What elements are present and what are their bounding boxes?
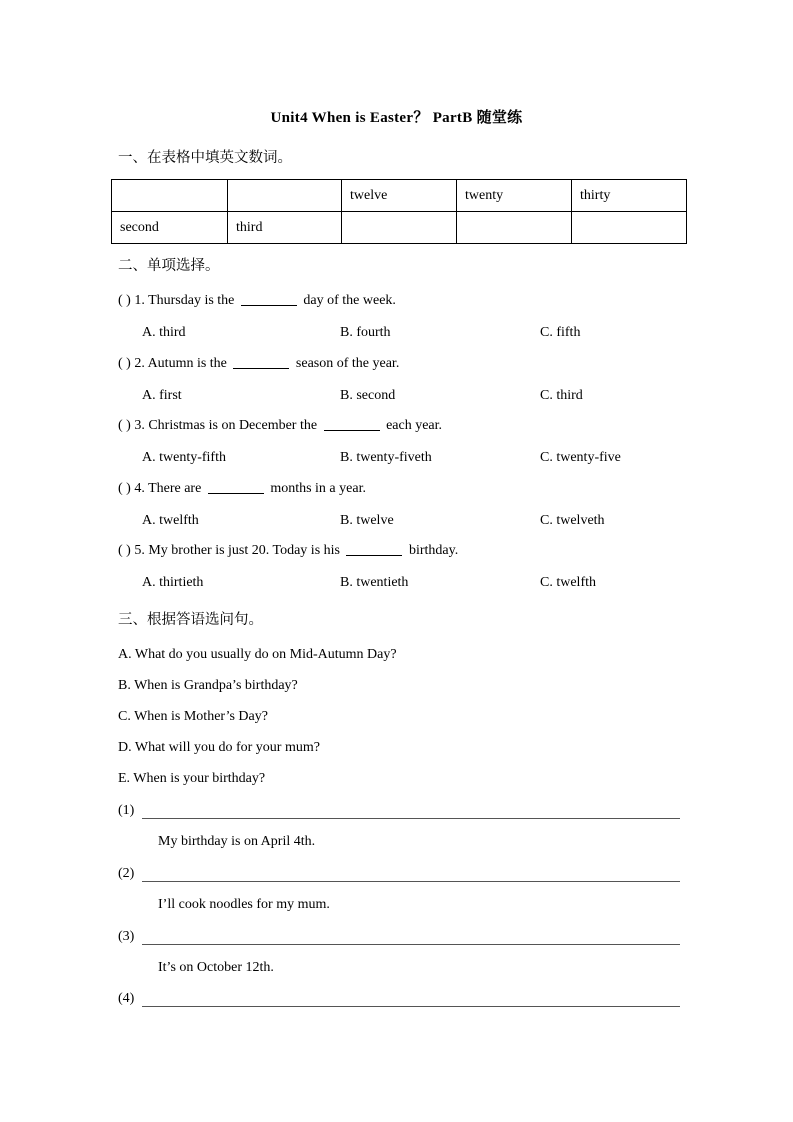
question-text-before-1: Thursday is the	[148, 293, 235, 308]
fill-blank-4[interactable]	[208, 493, 264, 494]
option-1-c[interactable]: C. fifth	[540, 325, 581, 340]
question-text-before-5: My brother is just 20. Today is his	[148, 543, 340, 558]
section-3-heading: 三、根据答语选问句。	[118, 612, 263, 628]
table-cell[interactable]	[228, 180, 342, 212]
question-text-before-2: Autumn is the	[147, 356, 227, 371]
option-3-b[interactable]: B. twenty-fiveth	[340, 450, 432, 465]
answer-number-4: (4)	[118, 991, 135, 1006]
question-number-4: 4.	[134, 481, 145, 496]
table-row	[112, 212, 687, 244]
answer-bracket-1[interactable]: ( )	[118, 293, 131, 308]
option-4-b[interactable]: B. twelve	[340, 513, 394, 528]
page-title: Unit4 When is Easter？ PartB 随堂练	[270, 110, 523, 126]
fill-blank-5[interactable]	[346, 555, 402, 556]
table-cell[interactable]: thirty	[572, 180, 687, 212]
option-2-a[interactable]: A. first	[142, 388, 182, 403]
answer-response-text-2: I’ll cook noodles for my mum.	[158, 897, 330, 912]
section-2-heading: 二、单项选择。	[118, 258, 220, 274]
table-cell[interactable]: second	[112, 212, 228, 244]
table-cell[interactable]	[572, 212, 687, 244]
answer-bracket-5[interactable]: ( )	[118, 543, 131, 558]
answer-write-line-3[interactable]	[142, 944, 680, 945]
fill-blank-1[interactable]	[241, 305, 297, 306]
option-2-b[interactable]: B. second	[340, 388, 396, 403]
answer-response-text-3: It’s on October 12th.	[158, 960, 274, 975]
option-1-b[interactable]: B. fourth	[340, 325, 391, 340]
mc-question-2	[118, 356, 399, 372]
choice-item-c[interactable]: C. When is Mother’s Day?	[118, 709, 268, 724]
answer-bracket-3[interactable]: ( )	[118, 418, 131, 433]
answer-bracket-2[interactable]: ( )	[118, 356, 131, 371]
answer-response-text-1: My birthday is on April 4th.	[158, 834, 316, 849]
mc-question-4	[118, 481, 366, 497]
answer-number-3: (3)	[118, 929, 135, 944]
table-cell[interactable]: third	[228, 212, 342, 244]
table-cell[interactable]: twelve	[342, 180, 457, 212]
option-3-a[interactable]: A. twenty-fifth	[142, 450, 226, 465]
number-words-table	[111, 179, 687, 244]
option-5-c[interactable]: C. twelfth	[540, 575, 596, 590]
option-4-a[interactable]: A. twelfth	[142, 513, 199, 528]
answer-response-1	[118, 834, 315, 850]
question-number-3: 3.	[134, 418, 145, 433]
answer-write-line-4[interactable]	[142, 1006, 680, 1007]
answer-write-line-2[interactable]	[142, 881, 680, 882]
answer-bracket-4[interactable]: ( )	[118, 481, 131, 496]
answer-write-line-1[interactable]	[142, 818, 680, 819]
table-row	[112, 180, 687, 212]
answer-response-2	[118, 897, 330, 913]
section-1-heading: 一、在表格中填英文数词。	[118, 150, 292, 166]
question-text-after-3: each year.	[386, 418, 443, 433]
choice-item-b[interactable]: B. When is Grandpa’s birthday?	[118, 678, 298, 693]
choice-item-a[interactable]: A. What do you usually do on Mid-Autumn Day?	[118, 647, 397, 662]
question-text-before-4: There are	[148, 481, 202, 496]
question-text-after-2: season of the year.	[295, 356, 400, 371]
option-4-c[interactable]: C. twelveth	[540, 513, 605, 528]
question-number-2: 2.	[134, 356, 145, 371]
table-cell[interactable]	[112, 180, 228, 212]
mc-question-3	[118, 418, 442, 434]
question-text-after-5: birthday.	[408, 543, 459, 558]
table-cell[interactable]: twenty	[457, 180, 572, 212]
question-text-after-4: months in a year.	[270, 481, 366, 496]
question-text-before-3: Christmas is on December the	[148, 418, 318, 433]
choice-item-e[interactable]: E. When is your birthday?	[118, 771, 266, 786]
answer-number-1: (1)	[118, 803, 135, 818]
mc-question-1	[118, 293, 396, 309]
option-1-a[interactable]: A. third	[142, 325, 186, 340]
question-text-after-1: day of the week.	[303, 293, 396, 308]
option-5-a[interactable]: A. thirtieth	[142, 575, 204, 590]
table-cell[interactable]	[457, 212, 572, 244]
answer-response-3	[118, 960, 274, 976]
option-3-c[interactable]: C. twenty-five	[540, 450, 621, 465]
choice-item-d[interactable]: D. What will you do for your mum?	[118, 740, 320, 755]
table-cell[interactable]	[342, 212, 457, 244]
answer-number-2: (2)	[118, 866, 135, 881]
option-5-b[interactable]: B. twentieth	[340, 575, 409, 590]
fill-blank-3[interactable]	[324, 430, 380, 431]
mc-question-5	[118, 543, 458, 559]
option-2-c[interactable]: C. third	[540, 388, 583, 403]
question-number-1: 1.	[134, 293, 145, 308]
question-number-5: 5.	[134, 543, 145, 558]
fill-blank-2[interactable]	[233, 368, 289, 369]
